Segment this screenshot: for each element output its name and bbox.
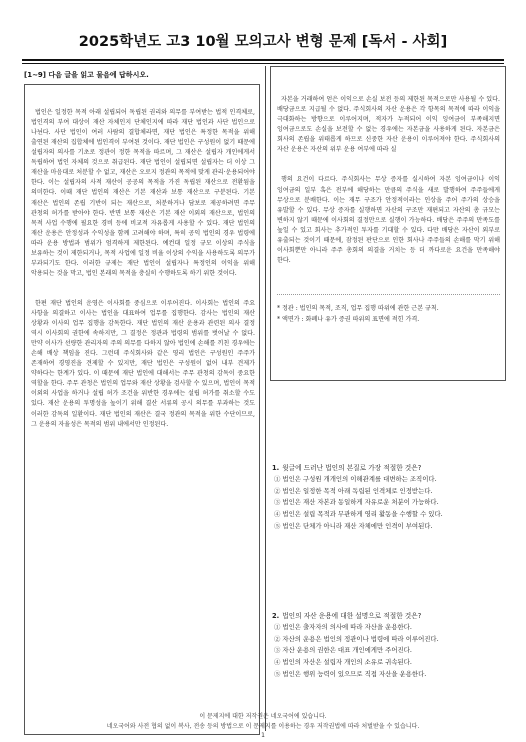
passage-paragraph: 자본을 거래하여 얻은 이익으로 손실 보전 등의 제한된 목적으로만 사용될 수 있다. 배당금으로 지급될 수 없다. 주식회사의 자산 운용은 각 항목의 목적에 따라 이익을 극대화하는 방향으로 이루어지며, 적자가 누적되어 이익 잉여금이 부족해지면 잉여금으로도 손실을 보전할 수 없는 경우에는 자본금을 사용하게 된다. 자본금은 회사의 존립을 위태롭게 하므로 신중한 자산 운용이 이루어져야 한다. 주식회사의 자산 운용은 자산의 위부 운용 여부에 따라 실: [277, 96, 502, 154]
title-rule-thin: [22, 63, 504, 64]
passage-box-right: [270, 66, 506, 381]
page-title: 2025학년도 고3 10월 모의고사 변형 문제 [독서 - 사회]: [78, 34, 448, 50]
answer-choice[interactable]: ② 법인은 일정한 목적 아래 독립된 인격체로 인정받는다.: [274, 486, 433, 495]
answer-choice[interactable]: ③ 자산 운용의 권한은 대표 개인에게만 주어진다.: [274, 646, 412, 655]
footnote: * 액면가 : 화폐나 유가 증권 따위의 표면에 적힌 가격.: [277, 315, 420, 323]
column-divider: [265, 66, 266, 731]
answer-choice[interactable]: ⑤ 법인은 행위 능력이 있으므로 직접 자산을 운용한다.: [274, 669, 427, 678]
question-1: [272, 463, 504, 533]
answer-choice[interactable]: ① 법인은 출자자의 의사에 따라 자산을 운용한다.: [274, 623, 412, 631]
passage-right-text: [277, 75, 500, 286]
passage-paragraph: 법인은 일정한 목적 아래 설립되어 독립된 권리와 의무를 부여받는 법적 인격체로, 법인격의 부여 대상이 재산 자체인지 단체인지에 따라 재단 법인과 사단 법인으로 나뉜다. 사단 법인이 여러 사람의 결합체라면, 재단 법인은 특정한 목적을 위해 출연된 재산의 집합체에 법인격이 부여된 것이다. 재단 법인은 구성원이 없기 때문에 설립자의 의사를 기초로 정관이 정한 목적을 따르며, 그 재산은 설립자 개인에게서 독립하여 법인 자체의 것으로 취급된다. 재단 법인이 설립되면 설립자는 더 이상 그 재산을 마음대로 처분할 수 없고, 재산은 오로지 정관의 목적에 맞게 관리·운용되어야 한다. 이는 설립자의 사적 재산이 공공의 목적을 가진 독립된 재산으로 전환됨을 의미한다. 이때 재단 법인의 재산은 기본 재산과 보통 재산으로 구분된다. 기본 재산은 법인의 존립 기반이 되는 재산으로, 처분하거나 담보로 제공하려면 주무 관청의 허가를 받아야 한다. 반면 보통 재산은 기본 재산 이외의 재산으로, 법인의 목적 사업 수행에 필요한 경비 등에 비교적 자유롭게 사용할 수 있다. 재단 법인의 재산 운용은 안정성과 수익성을 함께 고려해야 하며, 특히 공익 법인의 경우 법령에 따라 운용 방법과 범위가 엄격하게 제한된다. 예컨대 일정 규모 이상의 주식을 보유하는 것이 제한되거나, 목적 사업에 일정 비율 이상의 수익을 사용하도록 의무가 부과되기도 한다. 이러한 규제는 재단 법인이 설립자나 특정인의 이익을 위해 악용되는 것을 막고, 법인 본래의 목적을 충실히 수행하도록 하기 위한 것이다.: [31, 109, 257, 277]
passage-box-left: [24, 84, 260, 735]
answer-choice[interactable]: ⑤ 법인은 단체가 아니라 재산 자체에만 인격이 부여된다.: [274, 521, 433, 530]
question-text: 윗글에 드러난 법인의 본질로 가장 적절한 것은?: [282, 464, 422, 472]
footnote: * 정관 : 법인의 목적, 조직, 업무 집행 따위에 관한 근본 규칙.: [277, 304, 439, 312]
answer-choice[interactable]: ③ 법인은 재산 자본과 동일하게 자유로운 처분이 가능하다.: [274, 498, 439, 507]
answer-choice[interactable]: ② 자산의 운용은 법인의 정관이나 법령에 따라 이루어진다.: [274, 634, 439, 643]
question-2: [272, 611, 504, 681]
passage-paragraph: 행의 요건이 다르다. 주식회사는 무상 증자를 실시하여 자본 잉여금이나 이익 잉여금의 일부 혹은 전부에 해당하는 만큼의 주식을 새로 발행하여 주주들에게 무상으로 분배한다. 이는 재무 구조가 안정적이라는 인상을 주어 주가의 상승을 유발할 수 있다. 무상 증자를 실행하면 자산의 구조만 재편되고 자산의 총 규모는 변하지 않기 때문에 이사회의 결정만으로 실행이 가능하다. 배당은 주주의 만족도를 높일 수 있고 회사는 추가적인 투자를 기대할 수 있다. 다만 배당은 자산이 외부로 유출되는 것이기 때문에, 잠정된 판단으로 인한 회사나 주주들의 손해를 막기 위해 이사회뿐만 아니라 주주 총회의 의결을 거치는 등 더 까다로운 요건을 만족해야 한다.: [277, 176, 502, 264]
question-number: 2.: [272, 612, 280, 620]
question-number: 1.: [272, 464, 280, 472]
copyright-warning: 네오국어와 사전 협의 없이 복사, 전송 등의 방법으로 이 문제지를 이용하는 경우 저작권법에 따라 처벌받을 수 있습니다.: [106, 723, 420, 730]
copyright-notice: 이 문제지에 대한 저작권은 네오국어에 있습니다.: [199, 713, 327, 720]
title-rule-thick: [22, 59, 504, 61]
footnotes: [277, 294, 500, 325]
answer-choice[interactable]: ④ 법인은 설립 목적과 무관하게 영리 활동을 수행할 수 있다.: [274, 510, 443, 519]
question-stem: [272, 463, 504, 474]
answer-choice[interactable]: ④ 법인의 자산은 설립자 개인의 소유로 귀속된다.: [274, 658, 412, 667]
question-stem: [272, 611, 504, 622]
passage-left-text: [31, 88, 255, 450]
question-text: 법인의 자산 운용에 대한 설명으로 적절한 것은?: [282, 612, 422, 620]
passage-paragraph: 한편 재단 법인의 운영은 이사회를 중심으로 이루어진다. 이사회는 법인의 주요 사항을 의결하고 이사는 법인을 대표하여 업무를 집행한다. 감사는 법인의 재산 상황과 이사의 업무 집행을 감독한다. 재단 법인의 재산 운용과 관련된 의사 결정 역시 이사회의 권한에 속하지만, 그 결정은 정관과 법령의 범위를 벗어날 수 없다. 만약 이사가 선량한 관리자의 주의 의무를 다하지 않아 법인에 손해를 끼친 경우에는 손해 배상 책임을 진다. 그런데 주식회사와 같은 영리 법인은 구성원인 주주가 존재하여 경영진을 견제할 수 있지만, 재단 법인은 구성원이 없어 내부 견제가 약하다는 한계가 있다. 이 때문에 재단 법인에 대해서는 주무 관청의 감독이 중요한 역할을 한다. 주무 관청은 법인의 업무와 재산 상황을 검사할 수 있으며, 법인이 목적 이외의 사업을 하거나 설립 허가 조건을 위반한 경우에는 설립 허가를 취소할 수도 있다. 재산 운용의 투명성을 높이기 위해 결산 서류의 공시 의무를 부과하는 것도 이러한 감독의 일환이다. 재단 법인의 재산은 결국 정관의 목적을 위한 수단이므로, 그 운용의 자율성은 목적의 범위 내에서만 인정된다.: [31, 299, 257, 428]
page-number: 1: [261, 732, 265, 739]
instruction-text: [1~9] 다음 글을 읽고 물음에 답하시오.: [24, 71, 149, 79]
answer-choice[interactable]: ① 법인은 구성원 개개인의 이해관계를 대변하는 조직이다.: [274, 475, 437, 483]
